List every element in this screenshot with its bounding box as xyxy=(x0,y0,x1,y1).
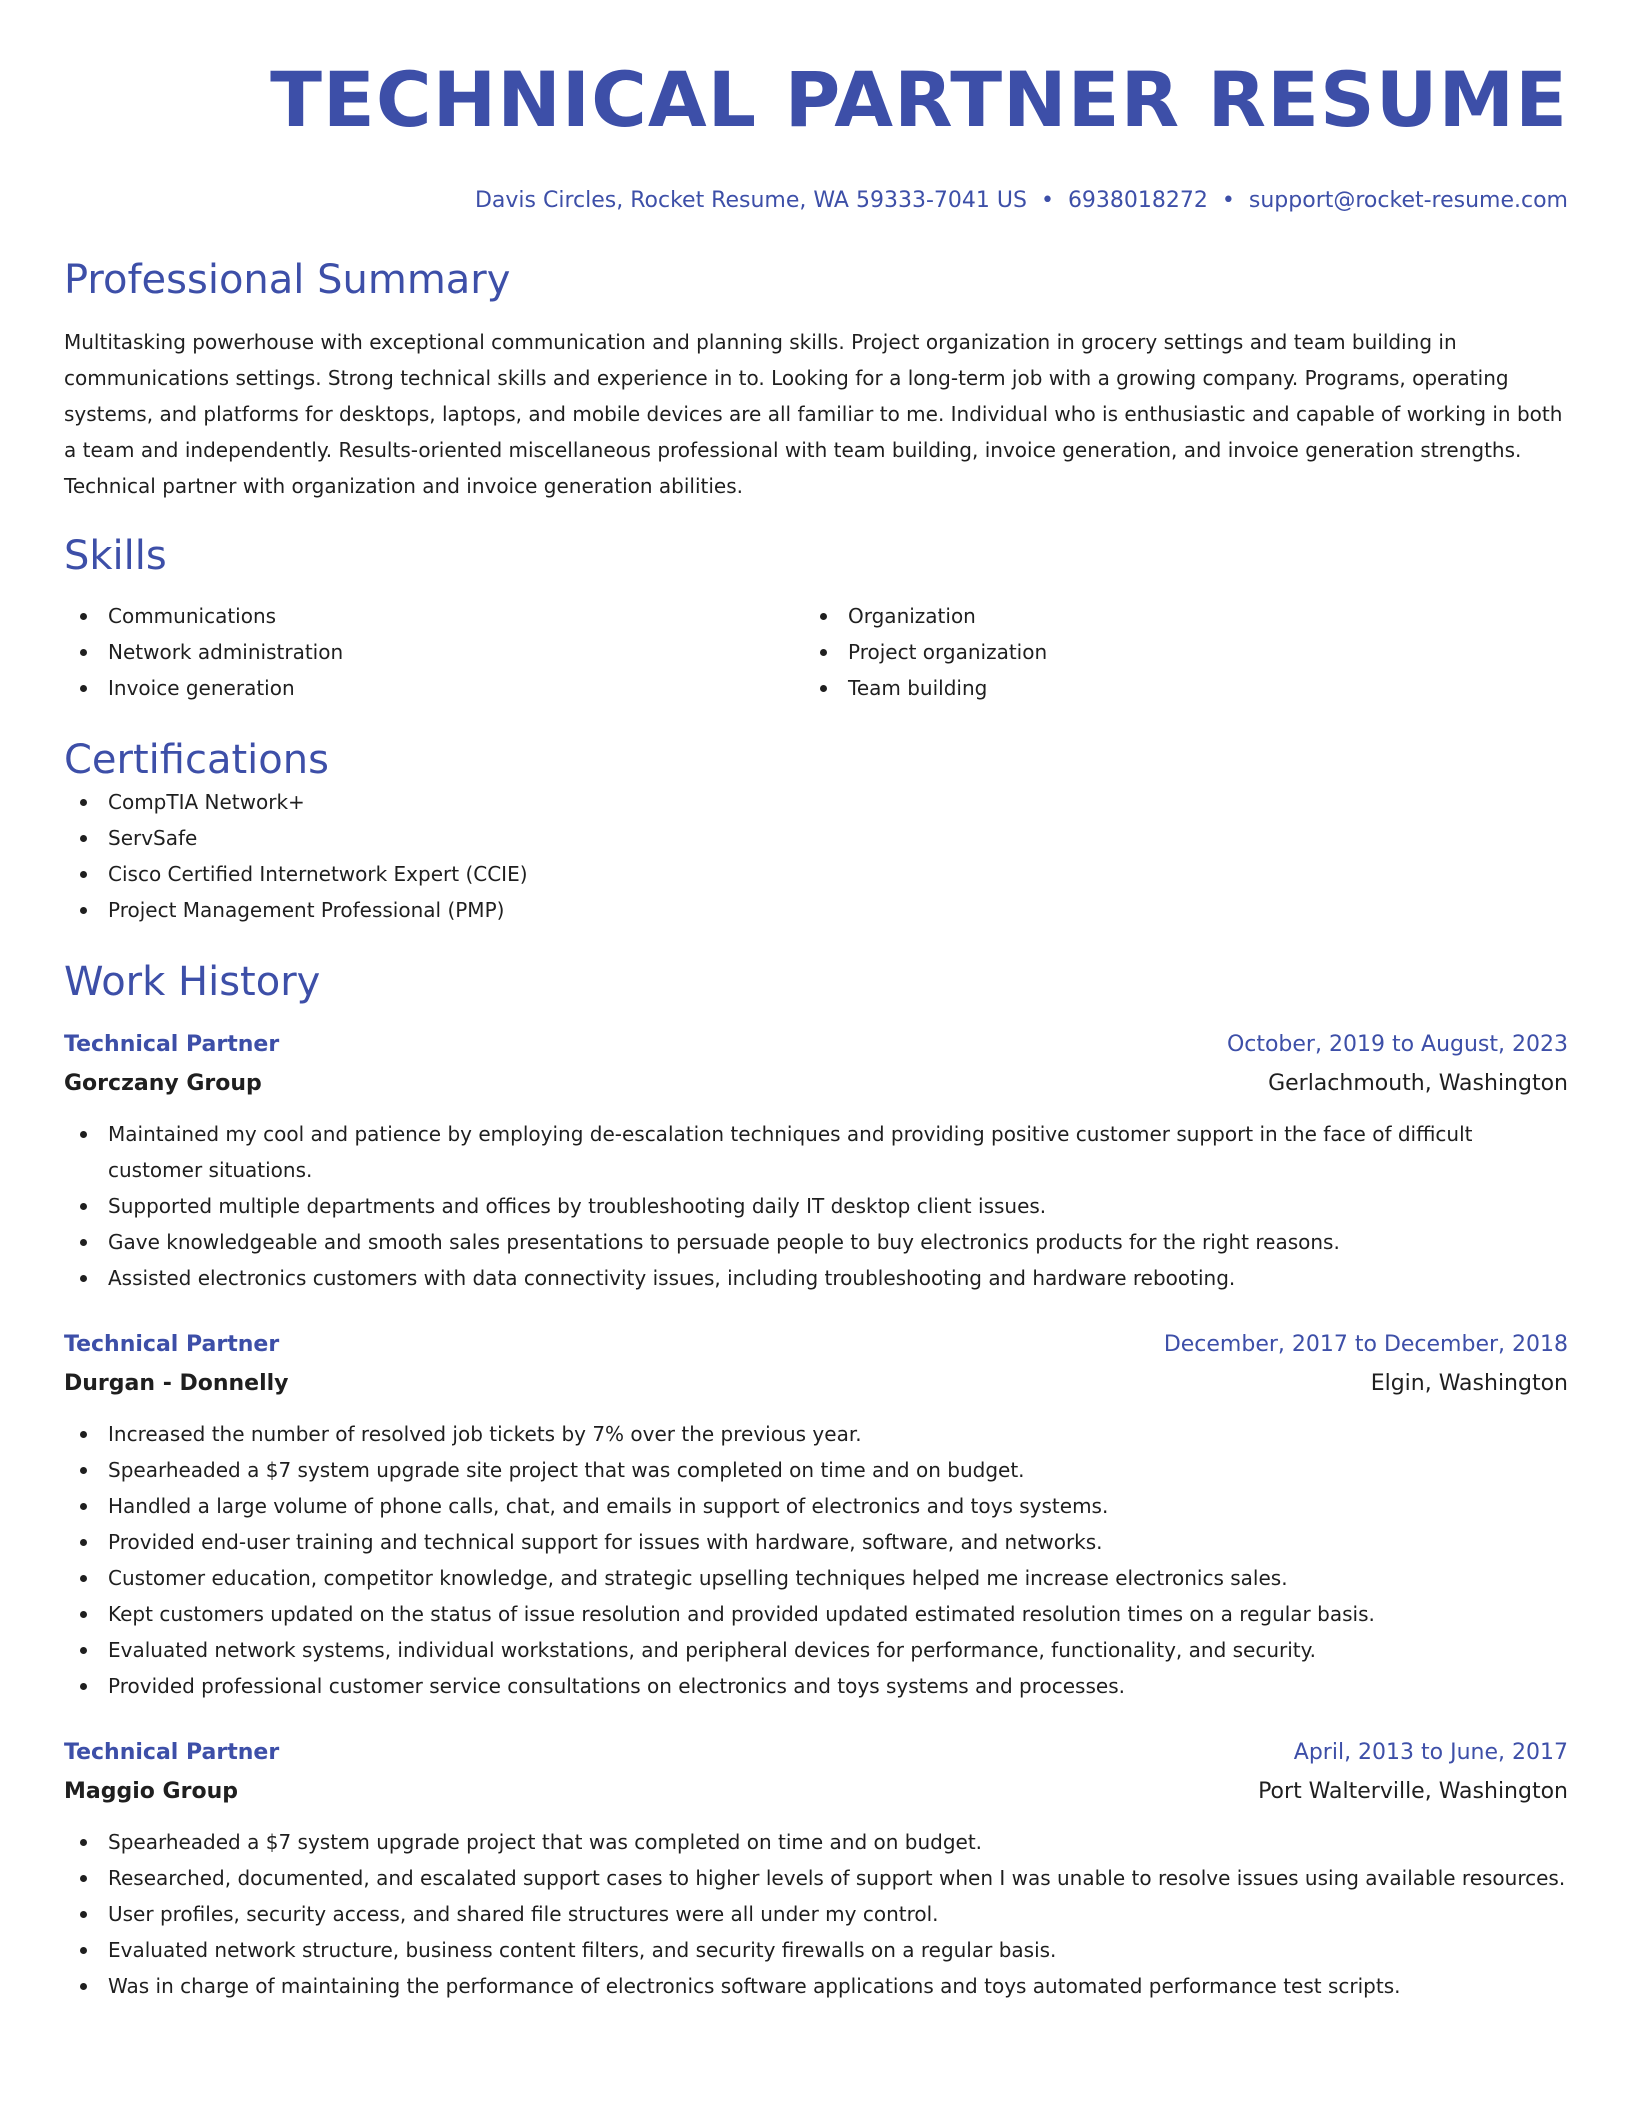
skill-item xyxy=(64,634,804,670)
skill-item xyxy=(804,670,1544,706)
job-dates: December, 2017 to December, 2018 xyxy=(1163,1332,1568,1357)
job-bullet xyxy=(64,1824,1568,1860)
certifications-list xyxy=(64,784,1568,928)
skill-item xyxy=(64,598,804,634)
job-bullet-text: Provided end-user training and technical support for issues with hardware, software, and networks. xyxy=(108,1530,1103,1554)
contact-separator: • xyxy=(1040,188,1054,213)
bullet-icon xyxy=(80,1203,87,1210)
skill-label: Project organization xyxy=(848,640,1048,664)
job-dates: April, 2013 to June, 2017 xyxy=(1293,1740,1568,1765)
bullet-icon xyxy=(80,613,87,620)
job-bullet xyxy=(64,1260,1568,1296)
bullet-icon xyxy=(80,685,87,692)
job-bullet xyxy=(64,1896,1568,1932)
bullet-icon xyxy=(80,649,87,656)
job-bullet xyxy=(64,1632,1568,1668)
job-bullets xyxy=(64,1116,1568,1296)
job-bullet xyxy=(64,1968,1568,2004)
resume-title: TECHNICAL PARTNER RESUME xyxy=(270,55,1568,144)
skills-list xyxy=(64,598,1568,706)
job-bullet xyxy=(64,1668,1568,1704)
contact-email[interactable]: support@rocket-resume.com xyxy=(1248,188,1568,213)
certification-label: Project Management Professional (PMP) xyxy=(108,898,505,922)
job-entry xyxy=(64,1026,1568,1296)
job-subheader-row xyxy=(64,1364,1568,1404)
job-bullets xyxy=(64,1416,1568,1704)
certification-label: ServSafe xyxy=(108,826,198,850)
skill-item xyxy=(804,634,1544,670)
job-entry xyxy=(64,1326,1568,1704)
skills-heading: Skills xyxy=(64,533,167,579)
bullet-icon xyxy=(80,1647,87,1654)
job-bullet xyxy=(64,1560,1568,1596)
job-bullet-text: Gave knowledgeable and smooth sales presentations to persuade people to buy electronics products for the right reasons. xyxy=(108,1230,1340,1254)
bullet-icon xyxy=(80,1875,87,1882)
bullet-icon xyxy=(80,871,87,878)
bullet-icon xyxy=(80,1239,87,1246)
certifications-heading: Certifications xyxy=(64,737,329,783)
certification-label: Cisco Certified Internetwork Expert (CCIE) xyxy=(108,862,528,886)
bullet-icon xyxy=(80,1839,87,1846)
skill-label: Invoice generation xyxy=(108,676,295,700)
bullet-icon xyxy=(80,835,87,842)
contact-phone: 6938018272 xyxy=(1067,188,1208,213)
certification-item xyxy=(64,820,1568,856)
skill-label: Communications xyxy=(108,604,277,628)
bullet-icon xyxy=(820,685,827,692)
certification-item xyxy=(64,892,1568,928)
job-bullet-text: Handled a large volume of phone calls, chat, and emails in support of electronics and toys systems. xyxy=(108,1494,1109,1518)
job-bullet xyxy=(64,1596,1568,1632)
skills-column-right xyxy=(804,598,1544,706)
summary-heading: Professional Summary xyxy=(64,257,511,303)
bullet-icon xyxy=(80,1611,87,1618)
job-company: Maggio Group xyxy=(64,1779,238,1804)
job-title: Technical Partner xyxy=(64,1332,280,1357)
bullet-icon xyxy=(80,799,87,806)
job-dates: October, 2019 to August, 2023 xyxy=(1226,1032,1568,1057)
job-bullet xyxy=(64,1860,1568,1896)
job-header-row xyxy=(64,1326,1568,1364)
job-bullet-text: Customer education, competitor knowledge, and strategic upselling techniques helped me increase electronics sales. xyxy=(108,1566,1288,1590)
work-history-heading: Work History xyxy=(64,959,321,1005)
bullet-icon xyxy=(80,1539,87,1546)
bullet-icon xyxy=(80,1575,87,1582)
bullet-icon xyxy=(820,649,827,656)
job-bullet-text: Evaluated network systems, individual workstations, and peripheral devices for performance, functionality, and security. xyxy=(108,1638,1316,1662)
contact-separator: • xyxy=(1221,188,1235,213)
bullet-icon xyxy=(80,1983,87,1990)
certification-item xyxy=(64,856,1568,892)
job-bullets xyxy=(64,1824,1568,2004)
bullet-icon xyxy=(80,907,87,914)
job-title: Technical Partner xyxy=(64,1032,280,1057)
job-bullet-text: Spearheaded a $7 system upgrade site project that was completed on time and on budget. xyxy=(108,1458,1025,1482)
job-bullet xyxy=(64,1524,1568,1560)
job-bullet-text: User profiles, security access, and shared file structures were all under my control. xyxy=(108,1902,939,1926)
bullet-icon xyxy=(80,1431,87,1438)
job-bullet xyxy=(64,1488,1568,1524)
job-location: Gerlachmouth, Washington xyxy=(1268,1071,1568,1096)
bullet-icon xyxy=(80,1947,87,1954)
job-header-row xyxy=(64,1026,1568,1064)
skill-label: Organization xyxy=(848,604,976,628)
contact-address: Davis Circles, Rocket Resume, WA 59333-7041 US xyxy=(474,188,1027,213)
bullet-icon xyxy=(820,613,827,620)
job-bullet xyxy=(64,1932,1568,1968)
job-bullet-text: Evaluated network structure, business content filters, and security firewalls on a regular basis. xyxy=(108,1938,1057,1962)
bullet-icon xyxy=(80,1131,87,1138)
skill-label: Network administration xyxy=(108,640,344,664)
job-bullet-text: Increased the number of resolved job tickets by 7% over the previous year. xyxy=(108,1422,862,1446)
job-bullet xyxy=(64,1116,1568,1188)
job-bullet xyxy=(64,1416,1568,1452)
bullet-icon xyxy=(80,1503,87,1510)
certification-item xyxy=(64,784,1568,820)
summary-text: Multitasking powerhouse with exceptional communication and planning skills. Project organization in grocery settings and team building in communications settings. Strong technical skills and experience in to. Looking for a long-term job with a growing company. Programs, operating systems, and platforms for desktops, laptops, and mobile devices are all familiar to me. Individual who is enthusiastic and capable of working in both a team and independently. Results-oriented miscellaneous professional with team building, invoice generation, and invoice generation strengths. Technical partner with organization and invoice generation abilities. xyxy=(64,330,1563,498)
bullet-icon xyxy=(80,1275,87,1282)
job-entry xyxy=(64,1734,1568,2004)
bullet-icon xyxy=(80,1683,87,1690)
job-company: Durgan - Donnelly xyxy=(64,1371,289,1396)
bullet-icon xyxy=(80,1911,87,1918)
job-bullet-text: Provided professional customer service consultations on electronics and toys systems and processes. xyxy=(108,1674,1125,1698)
job-bullet xyxy=(64,1452,1568,1488)
skill-item xyxy=(64,670,804,706)
job-company: Gorczany Group xyxy=(64,1071,262,1096)
job-subheader-row xyxy=(64,1064,1568,1104)
contact-line xyxy=(64,186,1568,216)
job-header-row xyxy=(64,1734,1568,1772)
job-bullet-text: Maintained my cool and patience by employing de-escalation techniques and providing positive customer support in the face of difficult customer situations. xyxy=(108,1122,1473,1182)
job-location: Elgin, Washington xyxy=(1370,1371,1568,1396)
job-bullet-text: Kept customers updated on the status of issue resolution and provided updated estimated resolution times on a regular basis. xyxy=(108,1602,1375,1626)
certification-label: CompTIA Network+ xyxy=(108,790,305,814)
job-bullet-text: Assisted electronics customers with data connectivity issues, including troubleshooting and hardware rebooting. xyxy=(108,1266,1236,1290)
skills-column-left xyxy=(64,598,804,706)
job-bullet xyxy=(64,1188,1568,1224)
job-bullet-text: Was in charge of maintaining the performance of electronics software applications and toys automated performance test scripts. xyxy=(108,1974,1401,1998)
job-bullet xyxy=(64,1224,1568,1260)
skill-label: Team building xyxy=(848,676,988,700)
bullet-icon xyxy=(80,1467,87,1474)
skill-item xyxy=(804,598,1544,634)
job-bullet-text: Researched, documented, and escalated support cases to higher levels of support when I was unable to resolve issues using available resources. xyxy=(108,1866,1566,1890)
job-subheader-row xyxy=(64,1772,1568,1812)
job-bullet-text: Supported multiple departments and offices by troubleshooting daily IT desktop client issues. xyxy=(108,1194,1047,1218)
job-bullet-text: Spearheaded a $7 system upgrade project that was completed on time and on budget. xyxy=(108,1830,983,1854)
job-location: Port Walterville, Washington xyxy=(1258,1779,1568,1804)
job-title: Technical Partner xyxy=(64,1740,280,1765)
